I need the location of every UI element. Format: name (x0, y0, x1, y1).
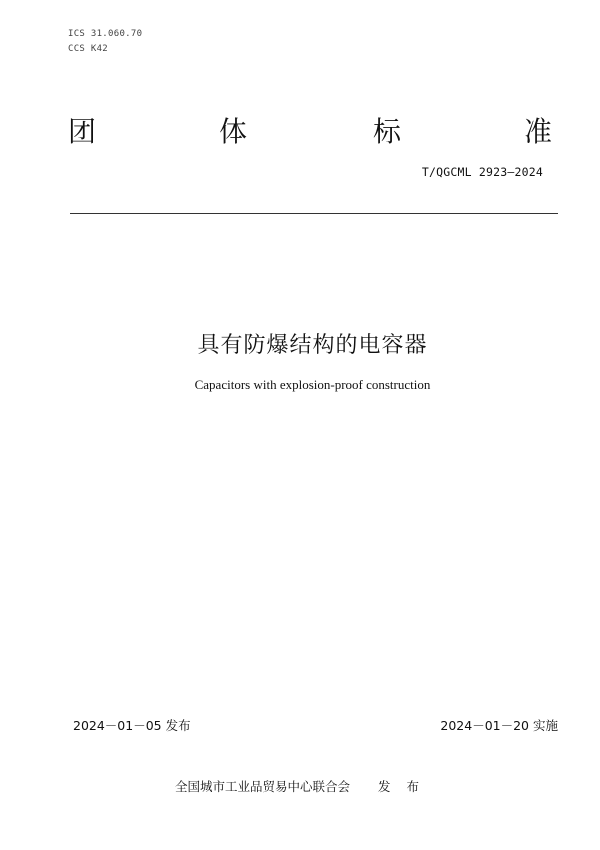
ics-code: ICS 31.060.70 (68, 29, 143, 39)
heading-char-3: 标 (373, 115, 402, 148)
ccs-code: CCS K42 (68, 44, 109, 54)
implementation-date: 2024－01－20 实施 (440, 718, 558, 733)
heading-char-4: 准 (524, 115, 553, 148)
publish-date: 2024－01－05 发布 (73, 718, 191, 733)
publisher-action: 发 布 (378, 779, 425, 794)
header-divider (70, 213, 558, 214)
document-title-english: Capacitors with explosion-proof construction (194, 377, 431, 392)
document-title-chinese: 具有防爆结构的电容器 (197, 333, 428, 358)
heading-char-2: 体 (219, 115, 248, 148)
standard-type-heading (62, 110, 562, 150)
publisher-line (0, 777, 600, 795)
publisher-name: 全国城市工业品贸易中心联合会 (175, 779, 351, 794)
heading-char-1: 团 (68, 115, 97, 148)
standard-number: T/QGCML 2923—2024 (421, 165, 543, 179)
